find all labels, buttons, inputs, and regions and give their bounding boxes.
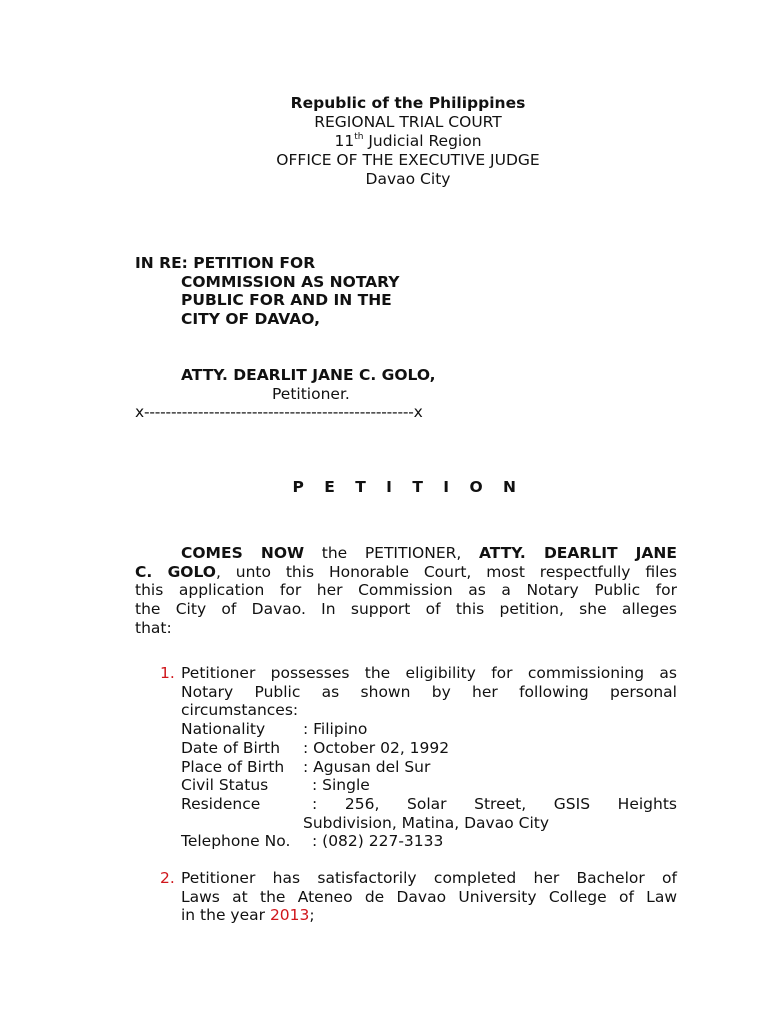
region-number: 11 — [334, 132, 355, 150]
circumstance-value-birthplace: : Agusan del Sur — [303, 758, 431, 776]
caption-line-2: COMMISSION AS NOTARY — [181, 273, 400, 291]
circumstance-value-birthdate: : October 02, 1992 — [303, 739, 450, 757]
item-2-line-2: Laws at the Ateneo de Davao University College of Law — [181, 888, 677, 906]
circumstance-value-residence: : 256, Solar Street, GSIS Heights — [312, 795, 677, 813]
caption-line-1: IN RE: PETITION FOR — [135, 254, 316, 272]
circumstance-value-telephone: : (082) 227-3133 — [312, 832, 444, 850]
circumstance-value-nationality: : Filipino — [303, 720, 368, 738]
header-city: Davao City — [365, 170, 451, 188]
petitioner-role: Petitioner. — [272, 385, 350, 403]
caption-line-4: CITY OF DAVAO, — [181, 310, 320, 328]
header-region — [0, 132, 768, 151]
circumstance-label-civil-status: Civil Status — [181, 776, 269, 794]
item-1-line-2: Notary Public as shown by her following personal — [181, 683, 677, 701]
intro-line-4: the City of Davao. In support of this petition, she alleges — [135, 600, 677, 618]
graduation-year: 2013 — [269, 906, 310, 924]
caption-line-3: PUBLIC FOR AND IN THE — [181, 291, 392, 309]
region-text: Judicial Region — [368, 132, 482, 150]
intro-line-5: that: — [135, 619, 172, 637]
circumstance-value-civil-status: : Single — [312, 776, 370, 794]
item-2-line-1: Petitioner has satisfactorily completed her Bachelor of — [181, 869, 677, 887]
header-court: REGIONAL TRIAL COURT — [314, 113, 502, 131]
caption-separator: x--------------------------------------------------x — [135, 403, 423, 421]
intro-line-1: COMES NOW the PETITIONER, ATTY. DEARLIT JANE — [181, 544, 677, 562]
intro-line-2: C. GOLO, unto this Honorable Court, most respectfully files — [135, 563, 678, 581]
circumstance-label-birthplace: Place of Birth — [181, 758, 285, 776]
item-2-line-3: in the year 2013; — [181, 906, 315, 924]
document-title: P E T I T I O N — [292, 478, 524, 496]
header-office: OFFICE OF THE EXECUTIVE JUDGE — [276, 151, 540, 169]
item-1-line-3: circumstances: — [181, 701, 299, 719]
item-2-number: 2. — [160, 869, 175, 887]
circumstance-label-birthdate: Date of Birth — [181, 739, 281, 757]
intro-line-3: this application for her Commission as a Notary Public for — [135, 581, 677, 599]
region-superscript: th — [354, 132, 364, 142]
circumstance-value-residence-2: Subdivision, Matina, Davao City — [303, 814, 549, 832]
circumstance-label-telephone: Telephone No. — [181, 832, 291, 850]
circumstance-label-residence: Residence — [181, 795, 261, 813]
circumstance-label-nationality: Nationality — [181, 720, 266, 738]
item-1-number: 1. — [160, 664, 175, 682]
header-republic: Republic of the Philippines — [290, 94, 526, 112]
petitioner-name: ATTY. DEARLIT JANE C. GOLO, — [181, 366, 436, 384]
item-1-line-1: Petitioner possesses the eligibility for commissioning as — [181, 664, 677, 682]
